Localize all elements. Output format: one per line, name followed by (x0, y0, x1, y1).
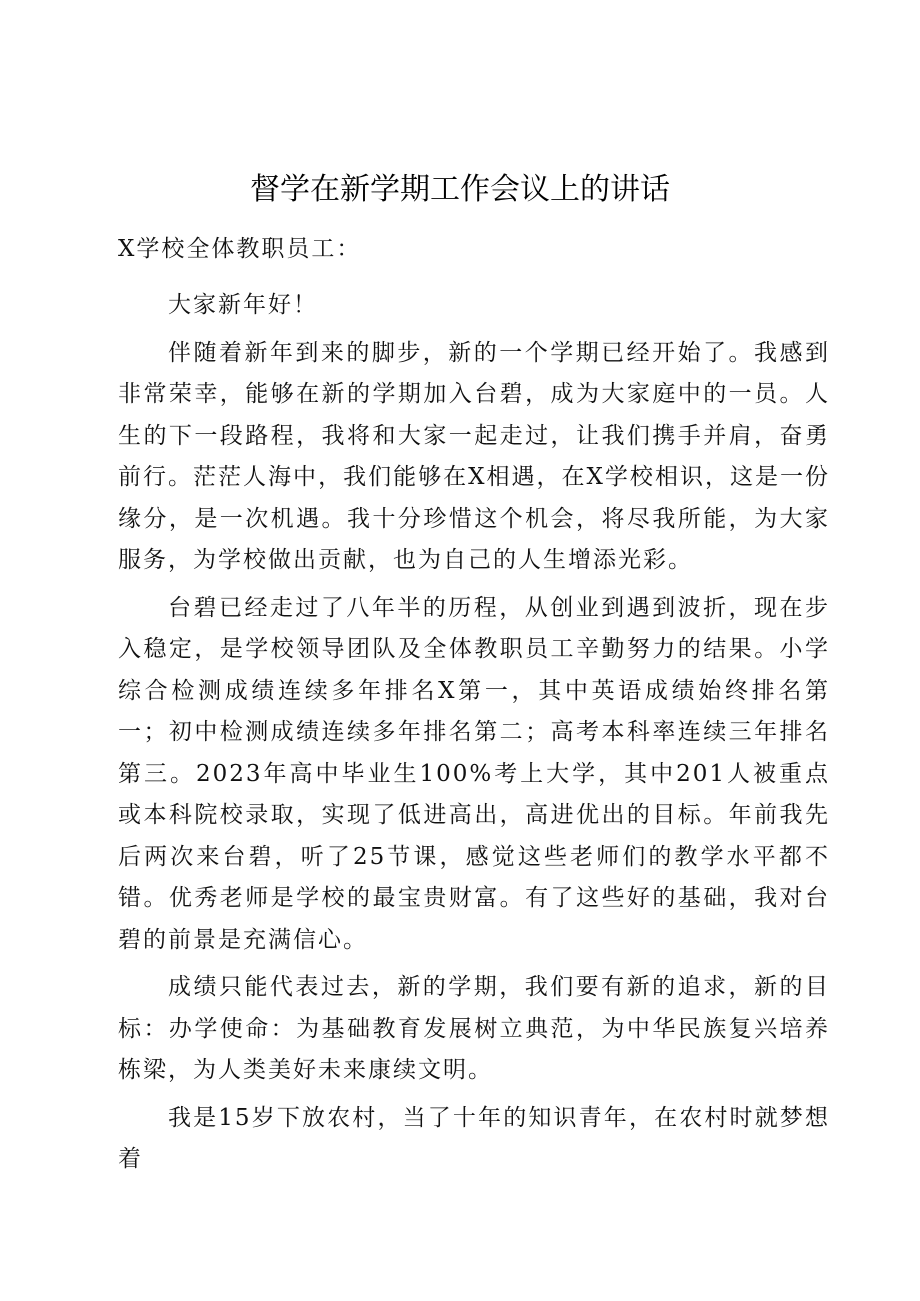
document-title: 督学在新学期工作会议上的讲话 (250, 172, 670, 207)
document-body (118, 285, 830, 1187)
paragraph-personal: 我是15岁下放农村，当了十年的知识青年，在农村时就梦想着 (118, 1104, 830, 1172)
paragraph-mission: 成绩只能代表过去，新的学期，我们要有新的追求，新的目标：办学使命：为基础教育发展树立典范，为中华民族复兴培养栋梁，为人类美好未来康续文明。 (118, 974, 830, 1083)
salutation: X学校全体教职员工： (118, 236, 362, 262)
paragraph-greeting: 大家新年好！ (168, 292, 318, 318)
paragraph-achievements: 台碧已经走过了八年半的历程，从创业到遇到波折，现在步入稳定，是学校领导团队及全体教职员工辛勤努力的结果。小学综合检测成绩连续多年排名X第一，其中英语成绩始终排名第一；初中检测成绩连续多年排名第二；高考本科率连续三年排名第三。2023年高中毕业生100%考上大学，其中201人被重点或本科院校录取，实现了低进高出，高进优出的目标。年前我先后两次来台碧，听了25节课，感觉这些老师们的教学水平都不错。优秀老师是学校的最宝贵财富。有了这些好的基础，我对台碧的前景是充满信心。 (118, 594, 830, 953)
paragraph-introduction: 伴随着新年到来的脚步，新的一个学期已经开始了。我感到非常荣幸，能够在新的学期加入台碧，成为大家庭中的一员。人生的下一段路程，我将和大家一起走过，让我们携手并肩，奋勇前行。茫茫人海中，我们能够在X相遇，在X学校相识，这是一份缘分，是一次机遇。我十分珍惜这个机会，将尽我所能，为大家服务，为学校做出贡献，也为自己的人生增添光彩。 (118, 339, 830, 573)
